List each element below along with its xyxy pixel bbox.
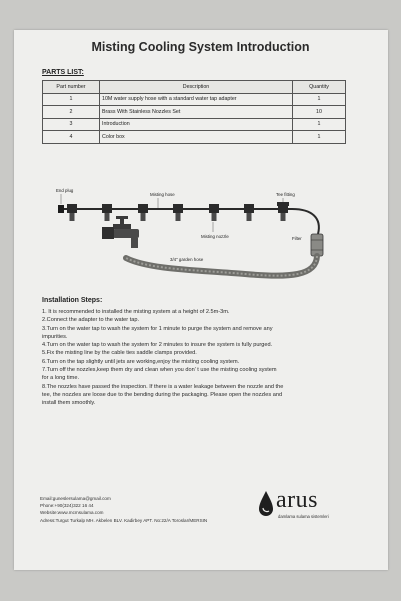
table-row — [43, 118, 346, 131]
hose-curve — [292, 209, 319, 234]
parts-list-heading: PARTS LIST: — [42, 69, 84, 76]
step-line: 8.The nozzles have passed the inspection. If there is a water leakage between the nozzle and the — [42, 383, 284, 390]
step-line: tee, the nozzles are loose due to the bending during the packaging. Please open the nozzles and — [42, 391, 283, 398]
logo-tagline: damlama sulama sistemleri — [278, 514, 329, 519]
step-line: 4.Turn on the water tap to wash the system for 2 minutes to insure the system is fully purged. — [42, 342, 273, 349]
part-quantity: 1 — [293, 118, 346, 131]
nozzle-row — [67, 204, 288, 221]
arus-logo — [256, 487, 348, 527]
part-description: Color box — [100, 131, 293, 144]
installation-steps-heading: Installation Steps: — [42, 297, 103, 304]
part-description: 10M water supply hose with a standard water tap adapter — [100, 93, 293, 106]
contact-address: Adress:Turgut Turkalp MH. Akbelen BLV. Kadirbey APT. No:22/A Toroslar/MERSIN — [40, 517, 208, 523]
nozzle-icon — [209, 204, 219, 221]
step-line: 7.Turn off the nozzles,keep them dry and clean when you don’ t use the misting cooling system — [42, 367, 277, 374]
part-number: 1 — [43, 93, 100, 106]
label-misting-hose: Misting hose — [150, 192, 175, 197]
end-plug-part — [58, 205, 64, 213]
step-line: for a long time. — [42, 375, 79, 382]
part-number: 4 — [43, 131, 100, 144]
table-row — [43, 106, 346, 119]
label-end-plug: End plug — [56, 188, 74, 193]
nozzle-icon — [244, 204, 254, 221]
step-line: 3.Turn on the water tap to wash the system for 1 minute to purge the system and remove any — [42, 325, 273, 332]
table-row — [43, 93, 346, 106]
step-line: install them smoothly. — [42, 400, 96, 407]
logo-wordmark: arus — [276, 487, 318, 513]
part-quantity: 10 — [293, 106, 346, 119]
step-line: 5.Fix the misting line by the cable ties saddle clamps provided. — [42, 350, 197, 357]
filter-icon — [311, 234, 323, 256]
table-row — [43, 131, 346, 144]
parts-table-header — [43, 81, 346, 94]
nozzle-icon — [67, 204, 77, 221]
step-line: 2.Connect the adapter to the water tap. — [42, 317, 140, 324]
contact-phone: Phone:+90(324)322 16 44 — [40, 503, 94, 509]
nozzle-icon — [173, 204, 183, 221]
col-part-number: Part number — [43, 81, 100, 94]
step-line: 1. It is recommended to installed the misting system at a height of 2.5m-3m. — [42, 309, 230, 315]
parts-table — [42, 80, 346, 144]
nozzle-icon — [102, 204, 112, 221]
label-filter: Filter — [292, 236, 302, 241]
step-line: impurities. — [42, 333, 68, 340]
installation-steps — [42, 308, 332, 408]
col-description: Description — [100, 81, 293, 94]
label-tee-fitting: Tee fitting — [276, 192, 295, 197]
part-number: 2 — [43, 106, 100, 119]
document-title: Misting Cooling System Introduction — [91, 40, 310, 54]
nozzle-icon — [138, 204, 148, 221]
logo-drop-icon — [256, 489, 276, 519]
part-quantity: 1 — [293, 93, 346, 106]
contact-email: Email:guneslersulama@gmail.com — [40, 496, 111, 501]
step-line: 6.Turn on the tap slightly until jets are working,enjoy the misting cooling system. — [42, 358, 240, 365]
part-quantity: 1 — [293, 131, 346, 144]
label-misting-nozzle: Misting nozzle — [201, 234, 229, 239]
label-garden-hose: 3/4" garden hose — [170, 257, 204, 262]
misting-system-diagram — [40, 148, 340, 283]
col-quantity: Quantity — [293, 81, 346, 94]
part-description: Introduction — [100, 118, 293, 131]
part-number: 3 — [43, 118, 100, 131]
part-description: Brass With Stainless Nozzles Set — [100, 106, 293, 119]
contact-info — [40, 495, 207, 524]
nozzle-icon — [278, 204, 288, 221]
contact-website: Website:www.mcmsulama.com — [40, 510, 104, 516]
